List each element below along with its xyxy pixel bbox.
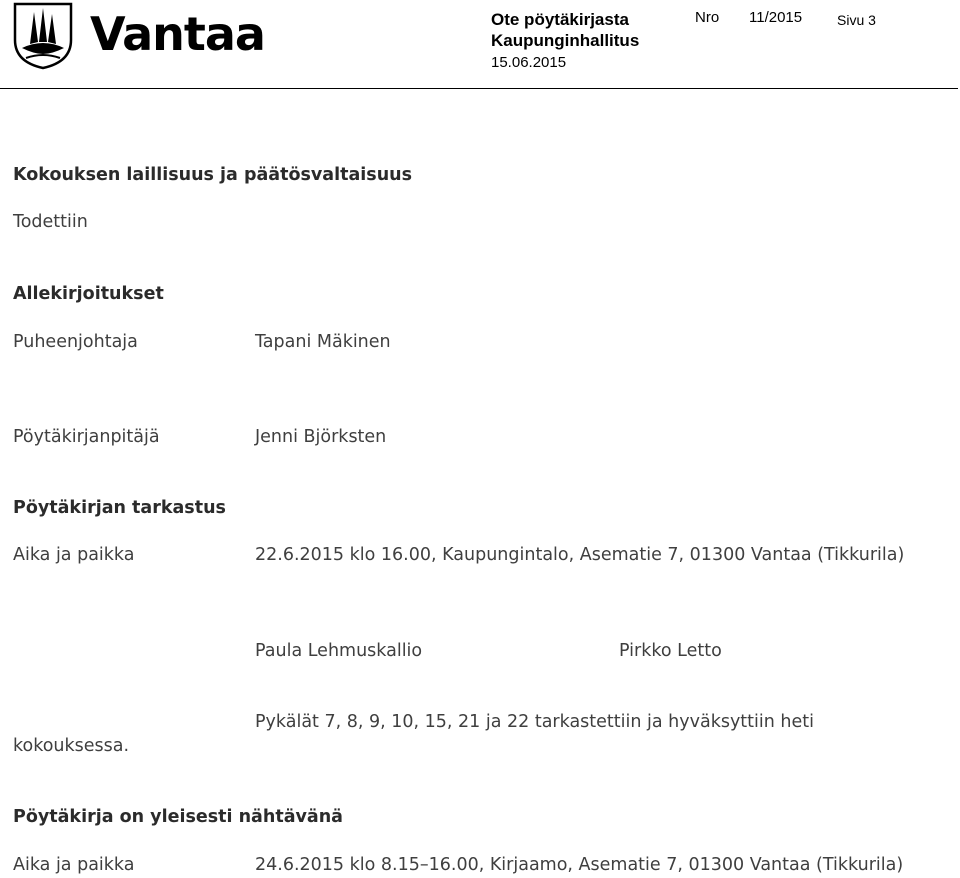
reviewer-1-name: Paula Lehmuskallio (255, 641, 423, 661)
approval-line-2: kokouksessa. (13, 736, 130, 756)
legality-heading: Kokouksen laillisuus ja päätösvaltaisuus (13, 165, 413, 185)
signatures-heading: Allekirjoitukset (13, 284, 164, 304)
approval-line-1: Pykälät 7, 8, 9, 10, 15, 21 ja 22 tarkastettiin ja hyväksyttiin heti (255, 712, 814, 732)
nro-value: 11/2015 (749, 9, 803, 26)
secretary-label: Pöytäkirjanpitäjä (13, 427, 160, 447)
review-time-value: 22.6.2015 klo 16.00, Kaupungintalo, Asematie 7, 01300 Vantaa (Tikkurila) (255, 545, 905, 565)
vantaa-wordmark: Vantaa (90, 7, 265, 61)
review-time-label: Aika ja paikka (13, 545, 135, 565)
review-heading: Pöytäkirjan tarkastus (13, 498, 226, 518)
chair-label: Puheenjohtaja (13, 332, 138, 352)
public-time-value: 24.6.2015 klo 8.15–16.00, Kirjaamo, Asematie 7, 01300 Vantaa (Tikkurila) (255, 855, 904, 875)
organ-name: Kaupunginhallitus (491, 31, 640, 50)
document-type: Ote pöytäkirjasta (491, 10, 629, 29)
nro-label: Nro (695, 9, 720, 26)
meeting-date: 15.06.2015 (491, 54, 567, 71)
secretary-name: Jenni Björksten (255, 427, 387, 447)
reviewer-2-name: Pirkko Letto (619, 641, 722, 661)
legality-text: Todettiin (13, 212, 88, 232)
header-divider (0, 88, 958, 89)
public-time-label: Aika ja paikka (13, 855, 135, 875)
coat-of-arms-icon (12, 2, 74, 70)
public-display-heading: Pöytäkirja on yleisesti nähtävänä (13, 807, 343, 827)
vantaa-coat-of-arms (12, 2, 74, 70)
chair-name: Tapani Mäkinen (255, 332, 391, 352)
page-number: Sivu 3 (837, 12, 876, 28)
